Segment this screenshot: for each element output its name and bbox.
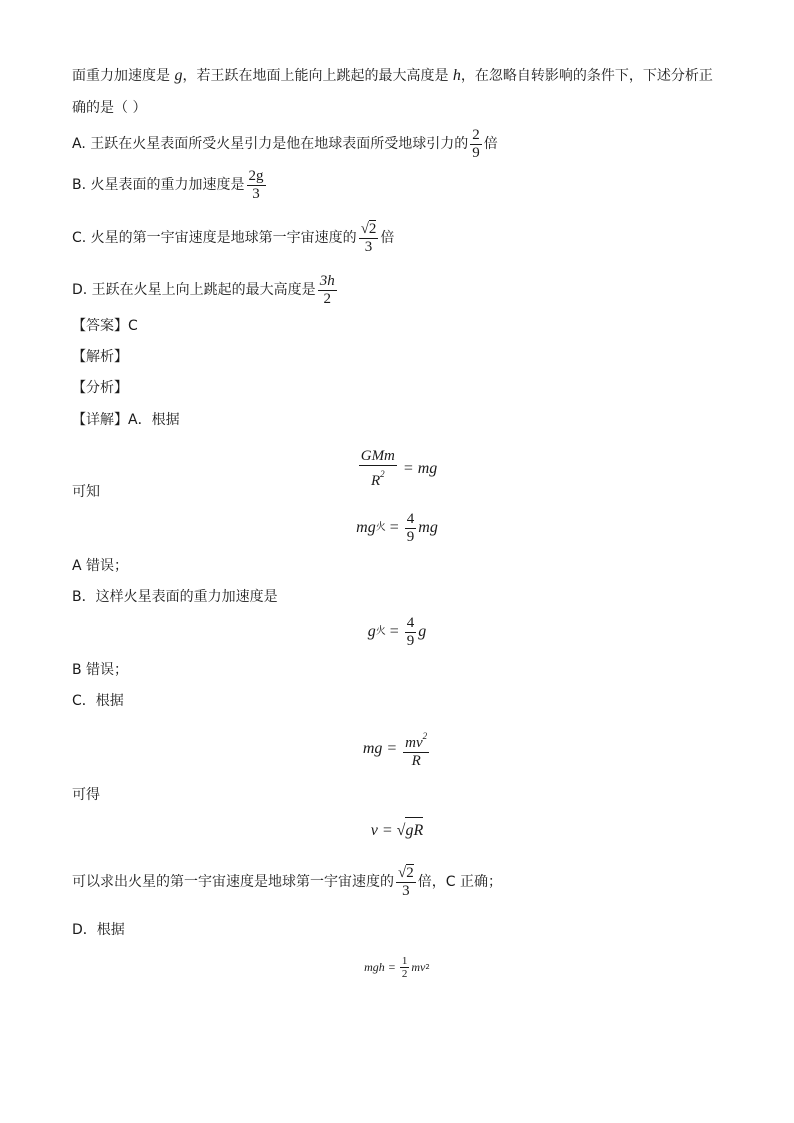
fraction-2-9: $\frac{2}{9}$ — [472, 126, 480, 161]
b-wrong: B 错误； — [72, 662, 129, 678]
question-stem-line1: 面重力加速度是 g，若王跃在地面上能向上跳起的最大高度是 h，在忽略自转影响的条件下，下述分析正 — [72, 67, 713, 84]
equation-velocity: v = √ gR — [0, 817, 794, 844]
option-d: D. 王跃在火星上向上跳起的最大高度是 $\frac{3h}{2}$ — [72, 272, 335, 307]
answer-value: C — [128, 318, 138, 334]
option-b: B. 火星表面的重力加速度是 $\frac{2g}{3}$ — [72, 167, 264, 202]
equation-energy: mgh = $\frac{1}{2}$ mv 2 — [364, 954, 430, 980]
equation-mg-mars: mg 火 = $\frac{4}{9}$ mg — [356, 510, 438, 545]
analysis-label: 【解析】 — [72, 349, 128, 365]
detail-b-intro: B．这样火星表面的重力加速度是 — [72, 589, 278, 605]
equation-gravity: $\frac{\text{GMm}}{R^2}$ = mg — [360, 448, 438, 489]
kede-text: 可得 — [72, 787, 100, 803]
keji-text: 可知 — [72, 484, 100, 500]
answer-line — [72, 316, 138, 336]
detail-d-intro: D．根据 — [72, 922, 125, 938]
option-a: A. 王跃在火星表面所受火星引力是他在地球表面所受地球引力的 $\frac{2}{9}$ 倍 — [72, 126, 498, 161]
var-h: h — [452, 67, 461, 84]
equation-centripetal: mg = $\frac{mv^2}{R}$ — [0, 727, 794, 771]
fenxi-label: 【分析】 — [72, 380, 128, 396]
detail-c-intro: C．根据 — [72, 693, 124, 709]
a-wrong: A 错误； — [72, 558, 129, 574]
fraction-3h-2: $\frac{3h}{2}$ — [319, 272, 335, 307]
answer-label: 【答案】 — [72, 318, 128, 334]
detail-a-intro: 【详解】A．根据 — [72, 412, 180, 428]
fraction-sqrt2-3: $\frac{√2}{3}$ — [360, 220, 377, 255]
c-conclusion: 可以求出火星的第一宇宙速度是地球第一宇宙速度的 $\frac{√2}{3}$ 倍，C 正确； — [72, 864, 502, 899]
fraction-2g-3: $\frac{2g}{3}$ — [248, 167, 264, 202]
question-stem-line2: 确的是（ ） — [72, 100, 147, 116]
var-g: g — [174, 67, 183, 84]
equation-g-mars: g 火 = $\frac{4}{9}$ g — [367, 614, 427, 649]
option-c: C. 火星的第一宇宙速度是地球第一宇宙速度的 $\frac{√2}{3}$ 倍 — [72, 220, 395, 255]
